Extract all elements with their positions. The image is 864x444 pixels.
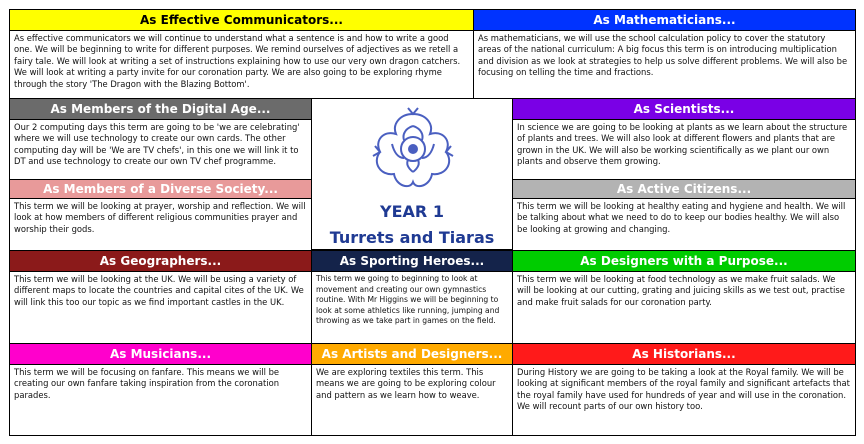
geographers-text: This term we will be looking at the UK. We will be using a variety of different maps to locate the countries and capital cites of the UK. We will link this too our topic as we find important castles in the UK. bbox=[9, 271, 312, 344]
scientists-header: As Scientists... bbox=[512, 98, 856, 120]
designers-header: As Designers with a Purpose... bbox=[512, 250, 856, 272]
diverse-header: As Members of a Diverse Society... bbox=[9, 179, 312, 199]
digital-text: Our 2 computing days this term are going to be 'we are celebrating' where we will use technology to create our own cards. The other computing day will be 'We are TV chefs', in this one we will link it to DT and use technology to create our own TV chef programme. bbox=[9, 119, 312, 180]
citizens-header: As Active Citizens... bbox=[512, 179, 856, 199]
sporting-header: As Sporting Heroes... bbox=[311, 250, 513, 272]
communicators-header: As Effective Communicators... bbox=[9, 9, 474, 31]
mathematicians-header: As Mathematicians... bbox=[473, 9, 856, 31]
geographers-header: As Geographers... bbox=[9, 250, 312, 272]
yorkshire-rose-icon bbox=[368, 106, 458, 192]
communicators-text: As effective communicators we will continue to understand what a sentence is and how to write a good one. We will be beginning to write for different purposes. We remind ourselves of adjectives as we retell a fairy tale. We will look at writing a set of instructions explaining how to use our very own dragon catchers. We will look at writing a party invite for our coronation party. We are also going to be exploring rhyme through the story 'The Dragon with the Blazing Bottom'. bbox=[9, 30, 474, 99]
citizens-text: This term we will be looking at healthy eating and hygiene and health. We will be talking about what we need to do to keep our bodies healthy. We will also be looking at growing and changing. bbox=[512, 198, 856, 251]
year-title: YEAR 1 bbox=[380, 202, 444, 221]
topic-title: Turrets and Tiaras bbox=[329, 228, 495, 247]
mathematicians-text: As mathematicians, we will use the school calculation policy to cover the statutory areas of the national curriculum: A big focus this term is on introducing multiplication and division as we look at strategies to help us solve different problems. We will also be focusing on telling the time and fractions. bbox=[473, 30, 856, 99]
designers-text: This term we will be looking at food technology as we make fruit salads. We will be looking at our cutting, grating and juicing skills as we test out, practise and make fruit salads for our coronation party. bbox=[512, 271, 856, 344]
musicians-header: As Musicians... bbox=[9, 343, 312, 365]
scientists-text: In science we are going to be looking at plants as we learn about the structure of plants and trees. We will also look at different flowers and plants that are grown in the UK. We will also be working scientifically as we plant our own plants and observe them growing. bbox=[512, 119, 856, 180]
digital-header: As Members of the Digital Age... bbox=[9, 98, 312, 120]
artists-text: We are exploring textiles this term. This means we are going to be exploring colour and pattern as we learn how to weave. bbox=[311, 364, 513, 436]
diverse-text: This term we will be looking at prayer, worship and reflection. We will look at how members of different religious communities prayer and worship their gods. bbox=[9, 198, 312, 251]
artists-header: As Artists and Designers... bbox=[311, 343, 513, 365]
musicians-text: This term we will be focusing on fanfare. This means we will be creating our own fanfare taking inspiration from the coronation parades. bbox=[9, 364, 312, 436]
center-panel bbox=[311, 98, 513, 250]
historians-text: During History we are going to be taking a look at the Royal family. We will be looking at significant members of the royal family and significant artefacts that the royal family have used for hundreds of year and will use in the coronation. We will recount parts of our own history too. bbox=[512, 364, 856, 436]
sporting-text: This term we going to beginning to look at movement and creating our own gymnastics routine. With Mr Higgins we will be beginning to look at some athletics like running, jumping and throwing as we take part in games on the field. bbox=[311, 271, 513, 344]
historians-header: As Historians... bbox=[512, 343, 856, 365]
